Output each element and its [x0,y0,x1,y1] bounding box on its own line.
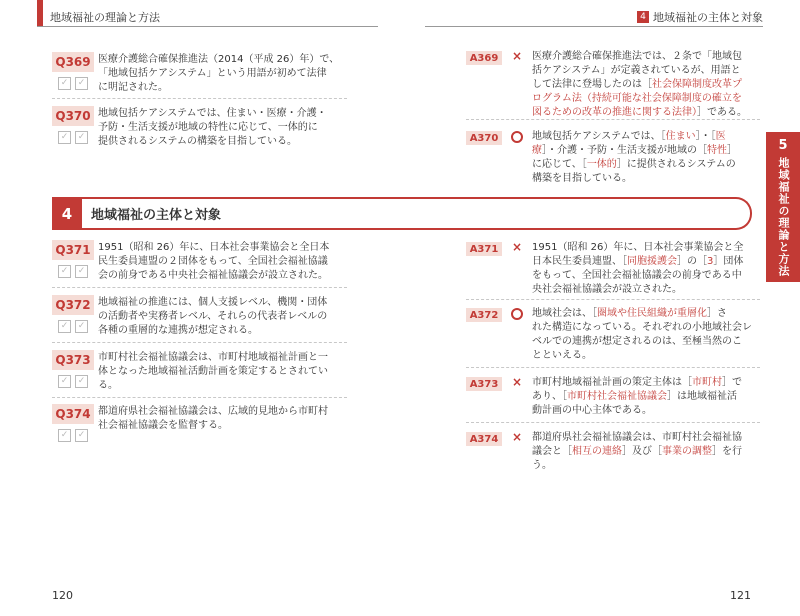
question-line: 「地域包括ケアシステム」という用語が初めて法律 [98,68,327,79]
question-line: 民生委員連盟の２団体をもって、全国社会福祉協議 [98,256,328,267]
answer-number-badge: A369 [466,51,502,65]
answer-keyword: 図るための改革の推進に関する法律） [532,107,697,118]
correct-circle-icon [511,131,523,143]
answer-keyword: 事業の調整 [662,446,712,457]
answer-line: 都道府県社会福祉協議会は、市町村社会福祉協 [532,432,742,443]
check-boxes [58,429,88,442]
answer-number-badge: A371 [466,242,502,256]
question-number-badge: Q369 [52,52,94,72]
question-text [98,53,346,95]
header-right [637,9,763,25]
answer-text [532,241,760,297]
header-accent-bar [37,0,43,26]
question-number-badge: Q371 [52,240,94,260]
answer-keyword: 医 [715,131,726,142]
answer-line: 地域社会は、［圏域や住民組織が重層化］さ [532,308,727,319]
answer-line: とといえる。 [532,350,592,361]
incorrect-mark: × [512,375,523,389]
answer-keyword: 療 [532,145,542,156]
answer-line: 動計画の中心主体である。 [532,405,652,416]
answer-line: 議会と［相互の連絡］及び［事業の調整］を行 [532,446,742,457]
answer-line: 括ケアシステム」が定義されているが、用語と [532,65,741,76]
answer-line: 日本民生委員連盟、［同胞援護会］の［3］団体 [532,256,744,267]
separator [466,367,760,368]
check-boxes [58,77,88,90]
check-box[interactable]: ✓ [58,429,71,442]
check-box[interactable]: ✓ [58,320,71,333]
header-section-number: 4 [637,11,649,23]
check-box[interactable]: ✓ [75,131,88,144]
question-line: 1951（昭和 26）年に、日本社会事業協会と全日本 [98,242,330,253]
answer-keyword: ログラム法（持続可能な社会保障制度の確立を [532,93,742,104]
answer-text [532,50,760,120]
answer-number-badge: A373 [466,377,502,391]
answer-number-badge: A370 [466,131,502,145]
answer-keyword: 圏域や住民組織が重層化 [597,308,707,319]
question-line: に明記された。 [98,82,168,93]
question-number-badge: Q374 [52,404,94,424]
check-box[interactable]: ✓ [75,375,88,388]
header-right-title: 地域福祉の主体と対象 [653,11,763,24]
answer-line: ベルでの連携が想定されるのは、至極当然のこ [532,336,742,347]
chapter-side-tab [766,132,800,282]
section-number: 4 [52,197,82,230]
answer-line: あり、［市町村社会福祉協議会］は地域福祉活 [532,391,737,402]
question-text [98,405,346,433]
answer-line: 央社会福祉協議会が設立された。 [532,284,682,295]
question-text [98,351,346,393]
question-line: 地域福祉の推進には、個人支援レベル、機関・団体 [98,297,328,308]
question-number-badge: Q373 [52,350,94,370]
question-line: 地域包括ケアシステムでは、住まい・医療・介護・ [98,108,327,119]
answer-number-badge: A374 [466,432,502,446]
answer-text [532,376,760,418]
check-box[interactable]: ✓ [75,429,88,442]
answer-line: をもって、全国社会福祉協議会の前身である中 [532,270,742,281]
question-line: 提供されるシステムの構築を目指している。 [98,136,297,147]
answer-line: 医療介護総合確保推進法では、２条で「地域包 [532,51,742,62]
incorrect-mark: × [512,49,523,63]
answer-line: 1951（昭和 26）年に、日本社会事業協会と全 [532,242,744,253]
answer-number-badge: A372 [466,308,502,322]
answer-line: に応じて、［一体的］に提供されるシステムの [532,159,736,170]
chapter-number: 5 [778,138,788,153]
section-title: 地域福祉の主体と対象 [91,208,222,223]
answer-keyword: 一体的 [586,159,617,170]
answer-keyword: 相互の連絡 [572,446,622,457]
separator [466,299,760,300]
answer-text [532,130,760,186]
answer-keyword: 同胞援護会 [627,256,677,267]
separator [466,119,760,120]
answer-line: 地域包括ケアシステムでは、［住まい］・［医 [532,131,726,142]
answer-line: う。 [532,460,552,471]
page-number-left: 120 [52,589,73,602]
answer-keyword: 住まい [665,131,696,142]
question-line: 都道府県社会福祉協議会は、広域的見地から市町村 [98,406,328,417]
question-line: 予防・生活支援が地域の特性に応じて、一体的に [98,122,318,133]
check-boxes [58,375,88,388]
answer-keyword: 市町村社会福祉協議会 [567,391,667,402]
answer-line: 構築を目指している。 [532,173,632,184]
answer-keyword: 社会保障制度改革プ [652,79,742,90]
answer-line: れた構造になっている。それぞれの小地域社会レ [532,322,752,333]
question-line: 体となった地域福祉活動計画を策定するとされてい [98,366,328,377]
check-boxes [58,265,88,278]
check-boxes [58,131,88,144]
header-rule-left [37,26,378,27]
separator [466,422,760,423]
page-number-right: 121 [730,589,751,602]
question-line: 医療介護総合確保推進法（2014（平成 26）年）で、 [98,54,340,65]
incorrect-mark: × [512,240,523,254]
answer-line: 市町村地域福祉計画の策定主体は［市町村］で [532,377,742,388]
check-box[interactable]: ✓ [58,265,71,278]
separator [52,287,347,288]
header-left-title: 地域福祉の理論と方法 [50,11,160,24]
answer-line: 療］・介護・予防・生活支援が地域の［特性］ [532,145,737,156]
question-text [98,241,346,283]
check-box[interactable]: ✓ [58,375,71,388]
question-number-badge: Q370 [52,106,94,126]
check-box[interactable]: ✓ [58,131,71,144]
question-line: 各種の重層的な連携が想定される。 [98,325,258,336]
question-line: る。 [98,380,118,391]
answer-keyword: 市町村 [692,377,722,388]
answer-line: して法律に登場したのは［社会保障制度改革プ [532,79,742,90]
answer-line: 図るための改革の推進に関する法律）］である。 [532,107,747,118]
answer-keyword: 3 [707,256,714,267]
chapter-title: 地域福祉の理論と方法 [777,157,790,277]
check-box[interactable]: ✓ [75,265,88,278]
check-box[interactable]: ✓ [58,77,71,90]
separator [52,98,347,99]
correct-circle-icon [511,308,523,320]
question-line: 社会福祉協議会を監督する。 [98,420,228,431]
incorrect-mark: × [512,430,523,444]
check-box[interactable]: ✓ [75,77,88,90]
check-boxes [58,320,88,333]
question-text [98,296,346,338]
question-line: 会の前身である中央社会福祉協議会が設立された。 [98,270,328,281]
question-line: の活動者や実務者レベル、それらの代表者レベルの [98,311,328,322]
answer-keyword: 特性 [707,145,727,156]
check-box[interactable]: ✓ [75,320,88,333]
answer-text [532,431,760,473]
answer-text [532,307,760,363]
separator [52,397,347,398]
separator [52,342,347,343]
question-number-badge: Q372 [52,295,94,315]
question-text [98,107,346,149]
question-line: 市町村社会福祉協議会は、市町村地域福祉計画と一 [98,352,328,363]
header-rule-right [425,26,763,27]
